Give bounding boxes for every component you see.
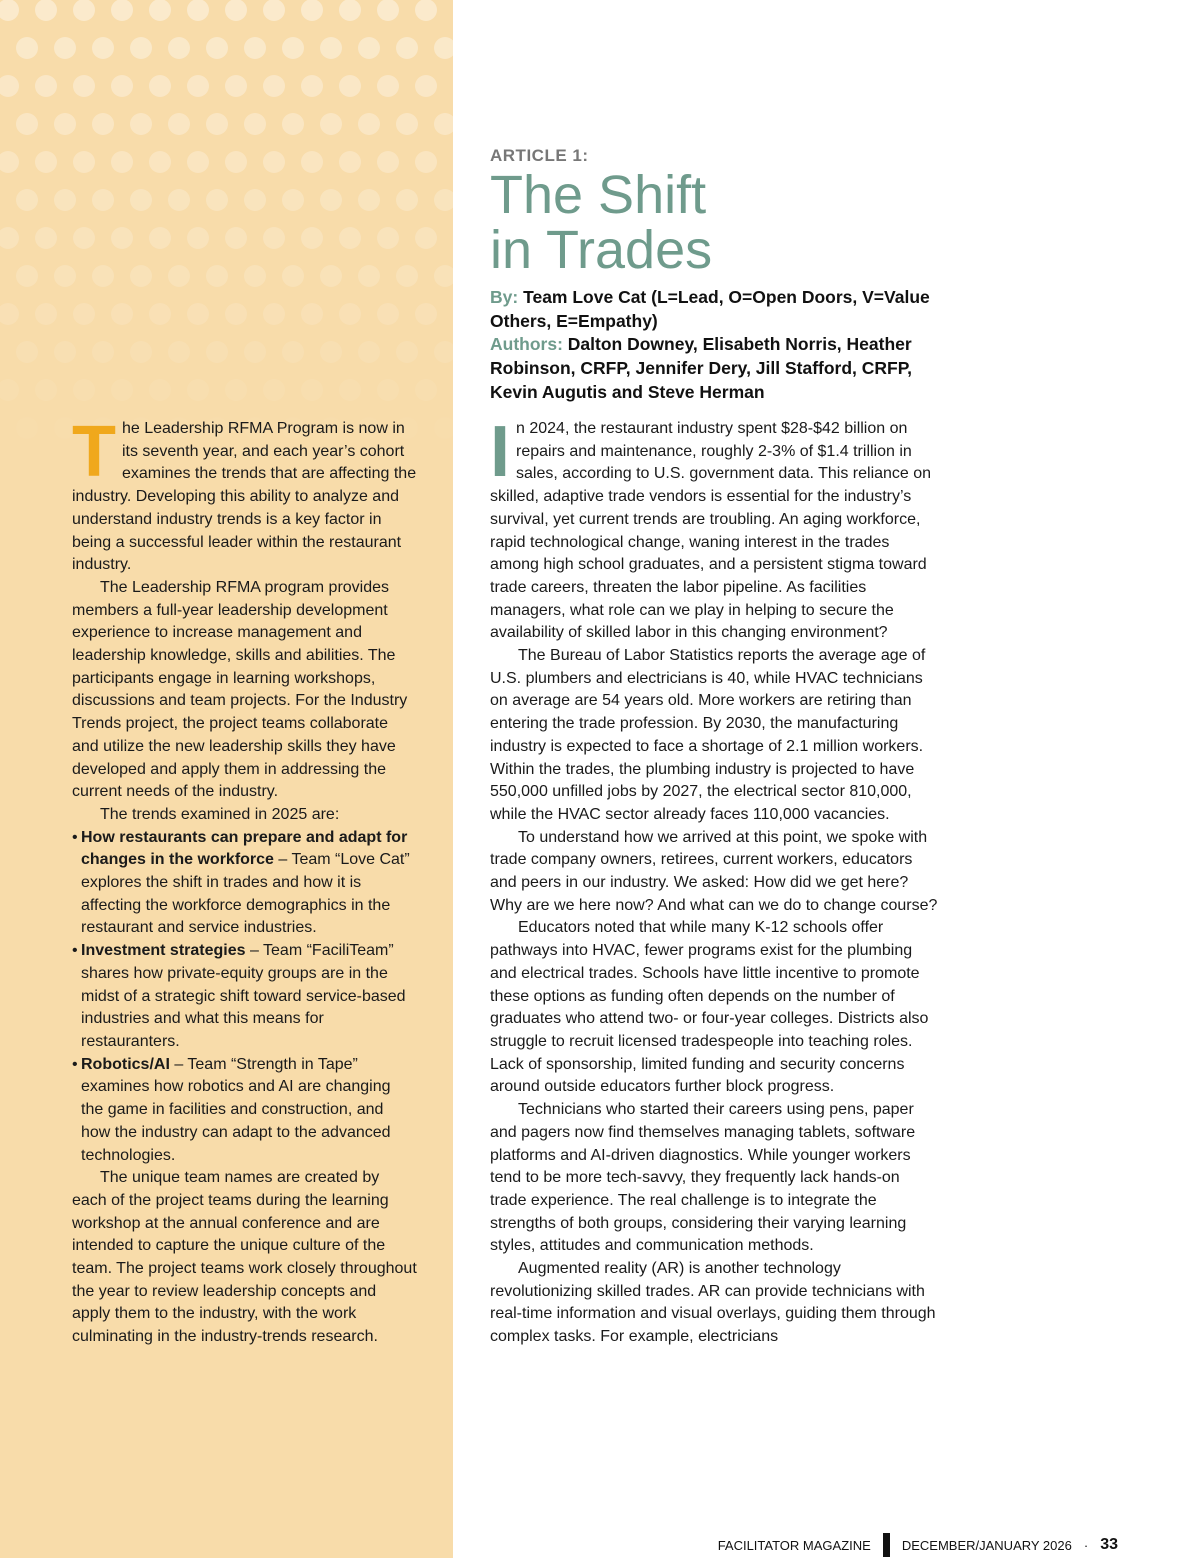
by-label: By: [490,287,519,307]
body-paragraph: The Bureau of Labor Statistics reports the average age of U.S. plumbers and electricians is 40, while HVAC technicians on average are 54 years old. More workers are retiring than entering the trade profession. By 2030, the manufacturing industry is expected to face a shortage of 2.1 million workers. Within the trades, the plumbing industry is projected to have 550,000 unfilled jobs by 2027, the electrical sector 810,000, while the HVAC sector already faces 110,000 vacancies. [490,647,926,823]
sidebar-paragraph: The Leadership RFMA program provides members a full-year leadership development experience to increase management and leadership knowledge, skills and abilities. The participants engage in learning workshops, discussions and team projects. For the Industry Trends project, the project teams collaborate and utilize the new leadership skills they have developed and apply them in addressing the current needs of the industry. [72,578,408,801]
page-number: 33 [1100,1536,1118,1553]
sidebar-panel [0,0,453,1558]
body-paragraph: Educators noted that while many K-12 schools offer pathways into HVAC, fewer programs exist for the plumbing and electrical trades. Schools have little incentive to promote these options as funding often depends on the number of graduates who attend two- or four-year colleges. Districts also struggle to recruit licensed tradespeople into teaching roles. Lack of sponsorship, limited funding and security concerns around outside educators further block progress. [490,919,929,1096]
magazine-name: FACILITATOR MAGAZINE [717,1537,871,1553]
trends-list [72,827,417,1168]
article-dropcap: I [490,412,511,492]
by-text: Team Love Cat (L=Lead, O=Open Doors, V=Value Others, E=Empathy) [490,287,930,331]
list-item: • Robotics/AI – Team “Strength in Tape” examines how robotics and AI are changing the game in facilities and construction, and how the industry can adapt to the advanced technologies. [72,1054,417,1168]
dot-pattern-decoration [0,0,453,470]
list-item: • How restaurants can prepare and adapt for changes in the workforce – Team “Love Cat” explores the shift in trades and how it is affecting the workforce demographics in the restaurant and service industries. [72,827,417,941]
article-title: The Shift in Trades [490,165,713,280]
issue-date: DECEMBER/JANUARY 2026 [901,1537,1072,1553]
sidebar-paragraph: The trends examined in 2025 are: [100,805,340,823]
body-paragraph: To understand how we arrived at this point, we spoke with trade company owners, retirees, current workers, educators and peers in our industry. We asked: How did we get here? Why are we here now? And what can we do to change course? [490,828,938,914]
sidebar-text [72,412,417,1349]
authors-label: Authors: [490,334,563,355]
body-paragraph: Augmented reality (AR) is another technology revolutionizing skilled trades. AR can provide technicians with real-time information and visual overlays, guiding them through complex tasks. For example, electricians [490,1260,936,1346]
article-body [490,412,940,1349]
sidebar-intro-paragraph: The Leadership RFMA Program is now in its seventh year, and each year’s cohort examines the trends that are affecting the industry. Developing this ability to analyze and understand industry trends is a key factor in being a successful leader within the restaurant industry. [72,412,417,574]
article-kicker: ARTICLE 1: [490,146,589,165]
body-paragraph: Technicians who started their careers using pens, paper and pagers now find themselves managing tablets, software platforms and AI-driven diagnostics. While younger workers tend to be more tech-savvy, they frequently lack hands-on trade experience. The real challenge is to integrate the strengths of both groups, considering their varying learning styles, attitudes and communication methods. [490,1101,916,1255]
article-byline [490,286,940,405]
sidebar-closing-paragraph: The unique team names are created by each of the project teams during the learning workshop at the annual conference and are intended to capture the unique culture of the team. The project teams work closely throughout the year to review leadership concepts and apply them to the industry, with the work culminating in the industry-trends research. [72,1169,417,1346]
footer-divider-bar [883,1533,890,1557]
list-item: • Investment strategies – Team “FaciliTeam” shares how private-equity groups are in the midst of a strategic shift toward service-based industries and what this means for restauranters. [72,940,417,1054]
page-footer [718,1533,1118,1557]
footer-separator: · [1083,1537,1089,1553]
sidebar-dropcap: T [72,412,116,492]
authors-text: Dalton Downey, Elisabeth Norris, Heather Robinson, CRFP, Jennifer Dery, Jill Stafford, CRFP, Kevin Augutis and Steve Herman [490,334,913,402]
body-paragraph: In 2024, the restaurant industry spent $28-$42 billion on repairs and maintenance, roughly 2-3% of $1.4 trillion in sales, according to U.S. government data. This reliance on skilled, adaptive trade vendors is essential for the industry’s survival, yet current trends are troubling. An aging workforce, rapid technological change, waning interest in the trades among high school graduates, and a persistent stigma toward trade careers, threaten the labor pipeline. As facilities managers, what role can we play in helping to secure the availability of skilled labor in this changing environment? [490,412,932,642]
